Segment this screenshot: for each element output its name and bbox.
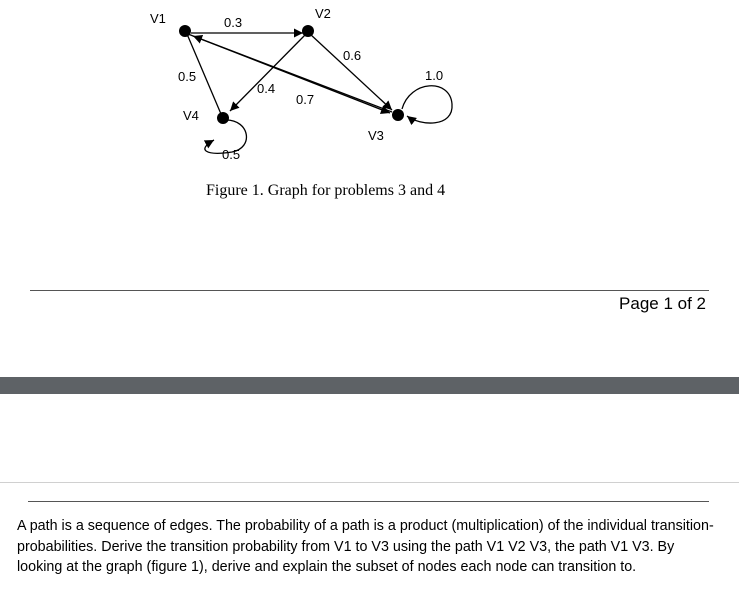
section-divider	[28, 501, 709, 502]
prob-v1-v2: 0.3	[224, 15, 243, 30]
edge-v2-v3	[310, 34, 392, 110]
node-v1	[179, 25, 191, 37]
label-v4: V4	[183, 108, 199, 123]
prob-v4-v4: 0.5	[222, 147, 241, 162]
scan-artifact-line	[0, 482, 739, 483]
prob-v2-v4: 0.4	[257, 81, 276, 96]
label-v1: V1	[150, 11, 166, 26]
self-loop-v3	[402, 86, 452, 123]
page-divider	[30, 290, 709, 291]
node-v4	[217, 112, 229, 124]
label-v3: V3	[368, 128, 384, 143]
transition-graph	[0, 0, 739, 175]
prob-v2-v3: 0.6	[343, 48, 362, 63]
question-paragraph: A path is a sequence of edges. The probability of a path is a product (multiplication) of the individual transition-probabilities. Derive the transition probability from V1 to V3 using the path V1 V2 V3, the path V1 V3. By looking at the graph (figure 1), derive and explain the subset of nodes each node can transition to.	[17, 518, 714, 575]
node-v3	[392, 109, 404, 121]
figure-caption: Figure 1. Graph for problems 3 and 4	[206, 182, 446, 199]
prob-v1-v4: 0.5	[178, 69, 197, 84]
node-v2	[302, 25, 314, 37]
page-break-band	[0, 377, 739, 394]
label-v2: V2	[315, 6, 331, 21]
prob-v1-v3: 0.7	[296, 92, 315, 107]
edge-v2-v1	[196, 35, 305, 37]
page-number: Page 1 of 2	[619, 294, 706, 313]
prob-v3-v3: 1.0	[425, 68, 444, 83]
